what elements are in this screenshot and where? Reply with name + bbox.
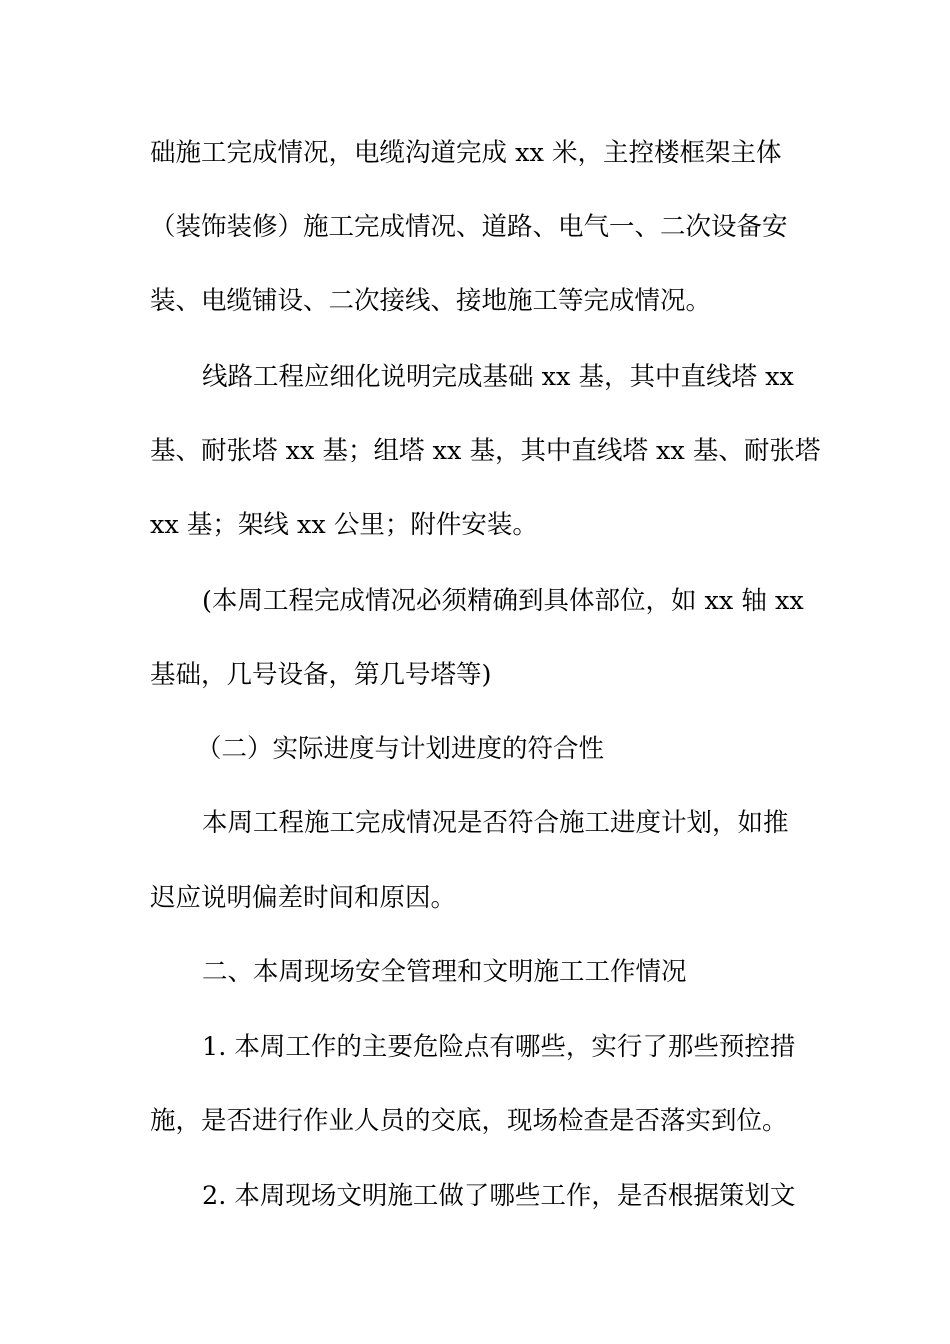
paragraph-line: 本周工程施工完成情况是否符合施工进度计划，如推 xyxy=(202,808,789,838)
section-heading: 二、本周现场安全管理和文明施工工作情况 xyxy=(202,957,687,987)
paragraph-line: （装饰装修）施工完成情况、道路、电气一、二次设备安 xyxy=(150,212,788,242)
paragraph-line: 迟应说明偏差时间和原因。 xyxy=(150,883,457,913)
paragraph-line: 1. 本周工作的主要危险点有哪些，实行了那些预控措 xyxy=(202,1032,796,1062)
paragraph-line: 装、电缆铺设、二次接线、接地施工等完成情况。 xyxy=(150,286,712,316)
section-heading: （二）实际进度与计划进度的符合性 xyxy=(196,734,605,764)
paragraph-line: 基、耐张塔 xx 基；组塔 xx 基，其中直线塔 xx 基、耐张塔 xyxy=(150,436,821,466)
paragraph-line: 施，是否进行作业人员的交底，现场检查是否落实到位。 xyxy=(150,1106,788,1136)
paragraph-line: (本周工程完成情况必须精确到具体部位，如 xx 轴 xx xyxy=(202,586,804,616)
paragraph-line: 2. 本周现场文明施工做了哪些工作，是否根据策划文 xyxy=(202,1181,796,1211)
paragraph-line: 线路工程应细化说明完成基础 xx 基，其中直线塔 xx xyxy=(202,362,794,392)
paragraph-line: 基础，几号设备，第几号塔等) xyxy=(150,660,492,690)
paragraph-line: xx 基；架线 xx 公里；附件安装。 xyxy=(150,510,538,540)
paragraph-line: 础施工完成情况，电缆沟道完成 xx 米，主控楼框架主体 xyxy=(150,138,782,168)
